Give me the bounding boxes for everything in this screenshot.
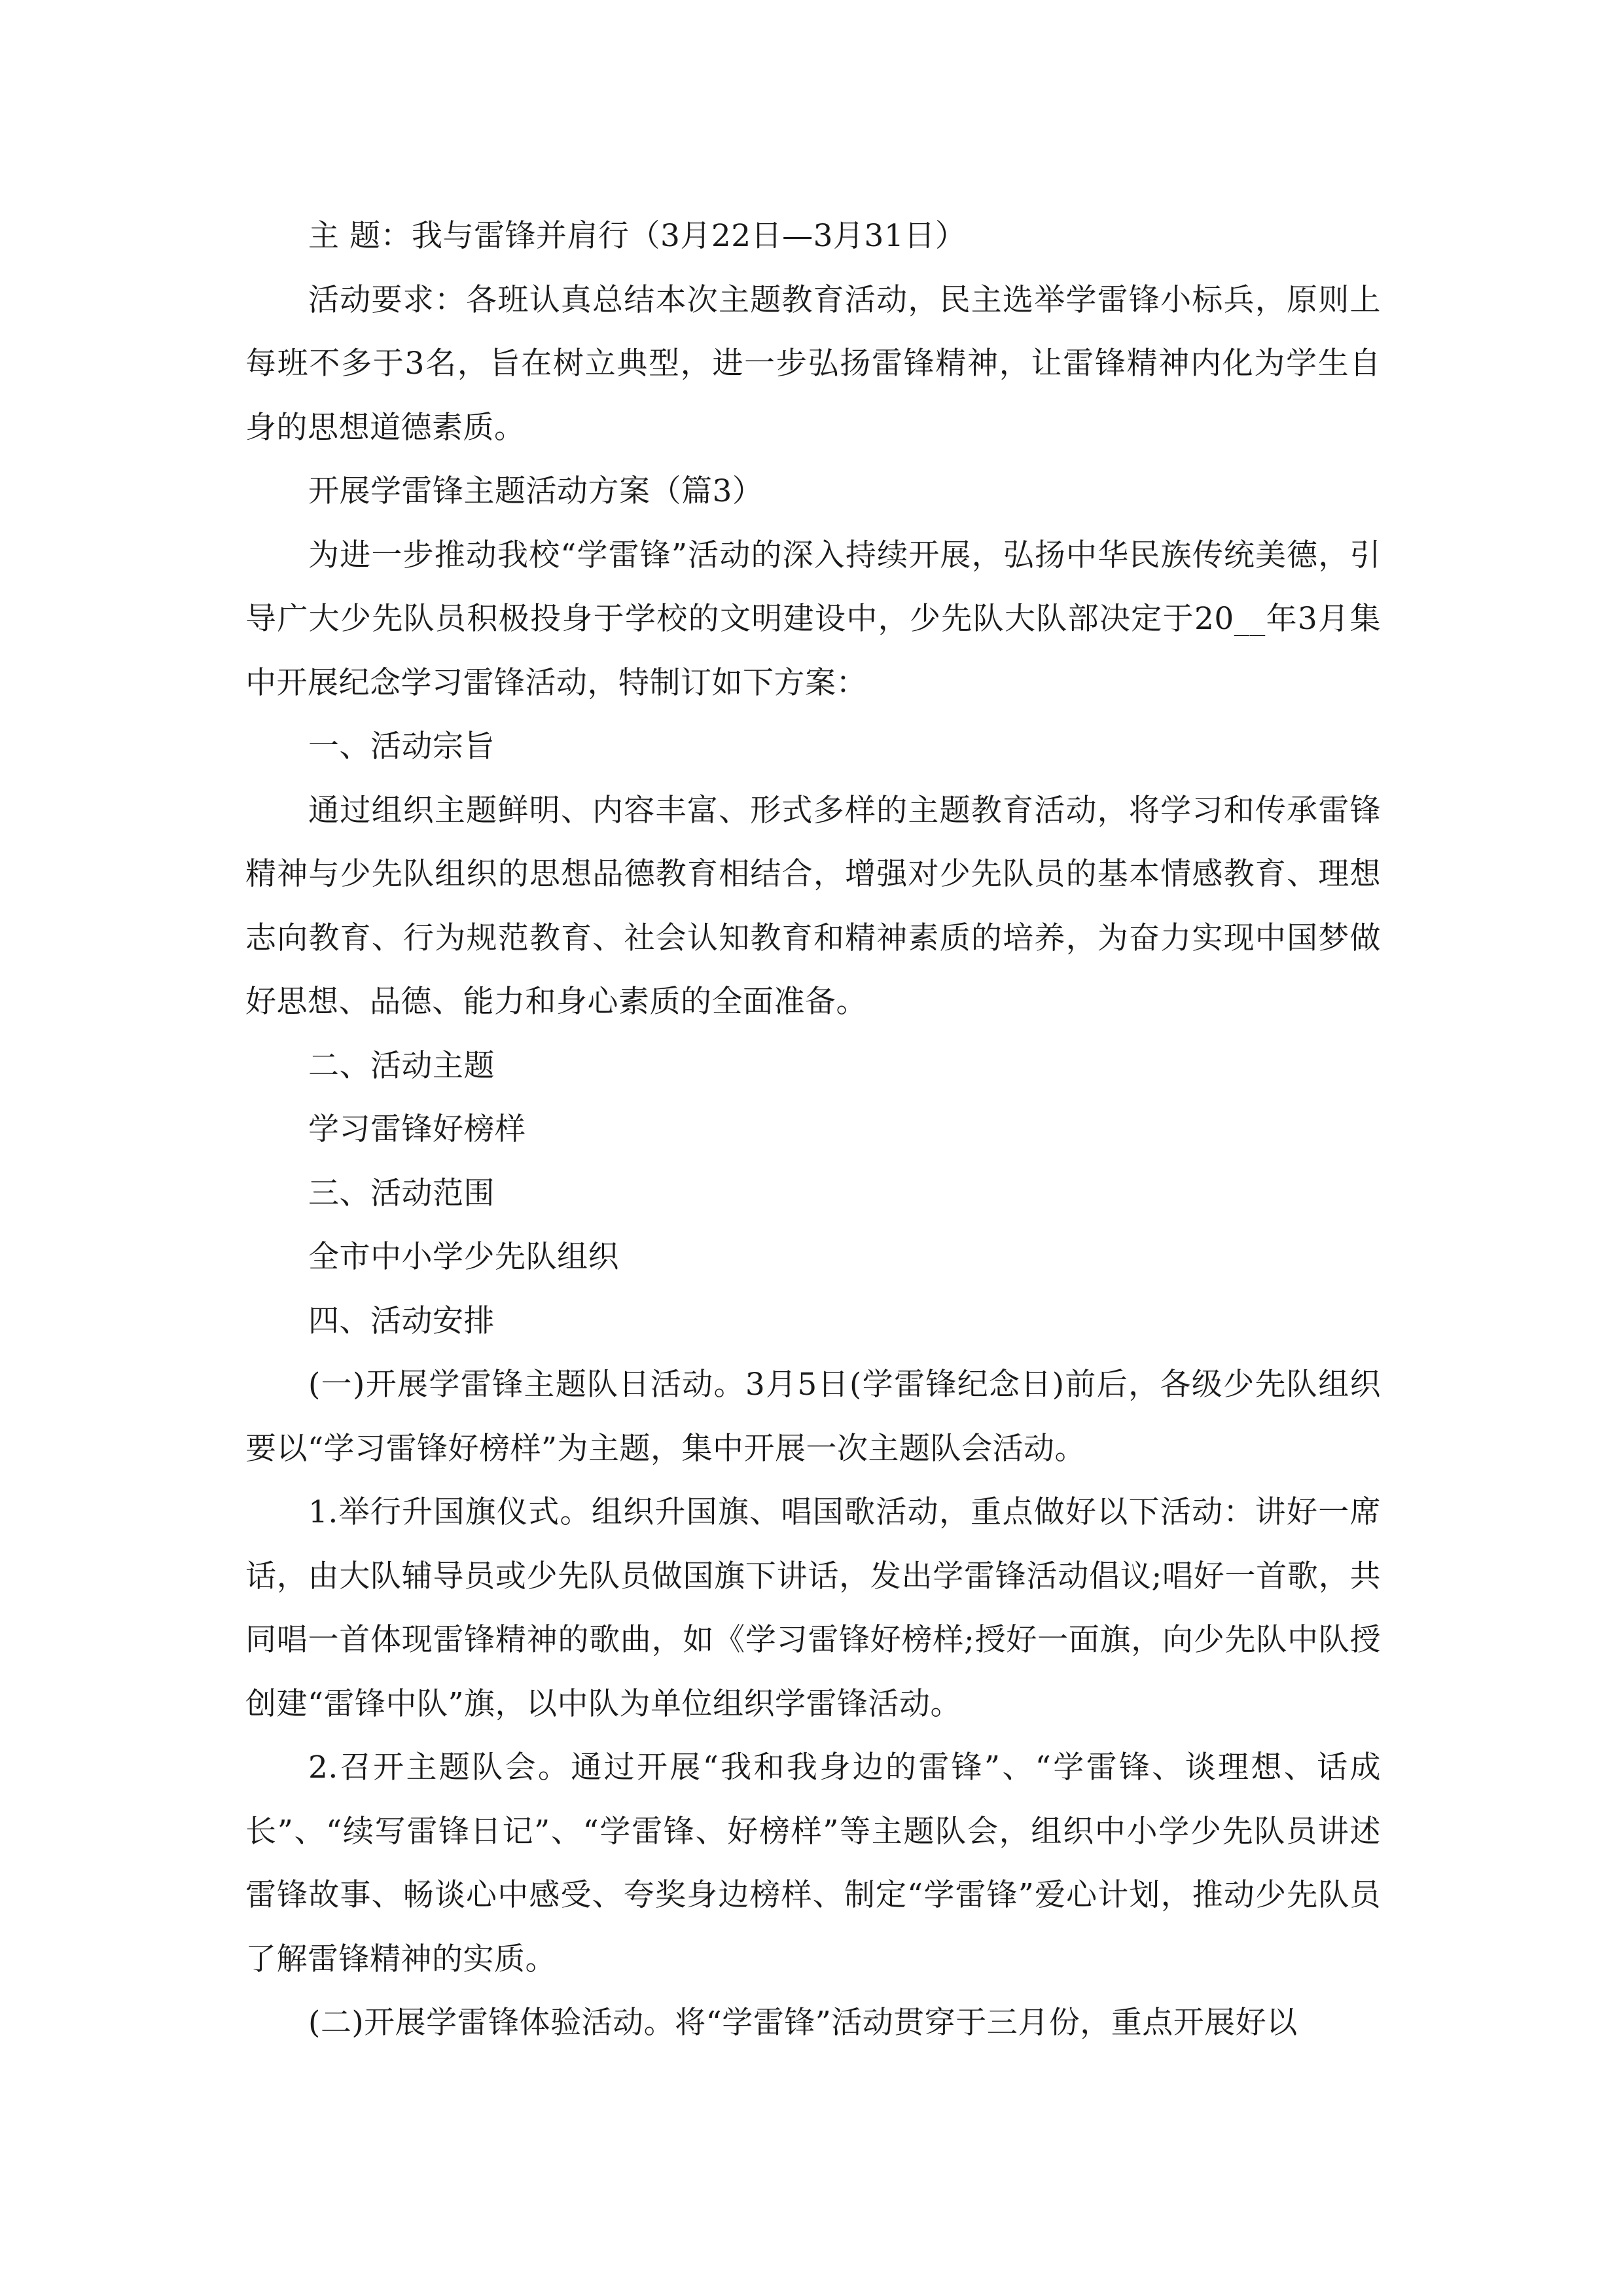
- heading-purpose: 一、活动宗旨: [308, 728, 495, 764]
- heading-scope: 三、活动范围: [308, 1175, 495, 1211]
- arrangement-item-1: (一)开展学雷锋主题队日活动。3月5日(学雷锋纪念日)前后，各级少先队组织要以“学习雷锋好榜样”为主题，集中开展一次主题队会活动。: [245, 1367, 1381, 1467]
- heading-arrangement: 四、活动安排: [308, 1302, 495, 1339]
- intro-paragraph: 为进一步推动我校“学雷锋”活动的深入持续开展，弘扬中华民族传统美德，引导广大少先队员积极投身于学校的文明建设中，少先队大队部决定于20__年3月集中开展纪念学习雷锋活动，特制订如下方案：: [245, 537, 1381, 701]
- document-body: [245, 204, 1381, 2055]
- theme-line: 主 题：我与雷锋并肩行（3月22日—3月31日）: [308, 218, 967, 254]
- heading-theme: 二、活动主题: [308, 1047, 495, 1084]
- section-title-plan-3: 开展学雷锋主题活动方案（篇3）: [308, 473, 764, 509]
- theme-paragraph: 学习雷锋好榜样: [308, 1111, 526, 1147]
- arrangement-subitem-1: 1.举行升国旗仪式。组织升国旗、唱国歌活动，重点做好以下活动：讲好一席话，由大队辅导员或少先队员做国旗下讲话，发出学雷锋活动倡议;唱好一首歌，共同唱一首体现雷锋精神的歌曲，如《学习雷锋好榜样;授好一面旗，向少先队中队授创建“雷锋中队”旗，以中队为单位组织学雷锋活动。: [245, 1494, 1381, 1722]
- arrangement-item-2: (二)开展学雷锋体验活动。将“学雷锋”活动贯穿于三月份，重点开展好以: [308, 2005, 1298, 2041]
- activity-requirement-paragraph: 活动要求：各班认真总结本次主题教育活动，民主选举学雷锋小标兵，原则上每班不多于3名，旨在树立典型，进一步弘扬雷锋精神，让雷锋精神内化为学生自身的思想道德素质。: [245, 281, 1381, 446]
- arrangement-subitem-2: 2.召开主题队会。通过开展“我和我身边的雷锋”、“学雷锋、谈理想、话成长”、“续写雷锋日记”、“学雷锋、好榜样”等主题队会，组织中小学少先队员讲述雷锋故事、畅谈心中感受、夸奖身边榜样、制定“学雷锋”爱心计划，推动少先队员了解雷锋精神的实质。: [245, 1749, 1381, 1977]
- scope-paragraph: 全市中小学少先队组织: [308, 1239, 619, 1275]
- purpose-paragraph: 通过组织主题鲜明、内容丰富、形式多样的主题教育活动，将学习和传承雷锋精神与少先队组织的思想品德教育相结合，增强对少先队员的基本情感教育、理想志向教育、行为规范教育、社会认知教育和精神素质的培养，为奋力实现中国梦做好思想、品德、能力和身心素质的全面准备。: [245, 792, 1381, 1020]
